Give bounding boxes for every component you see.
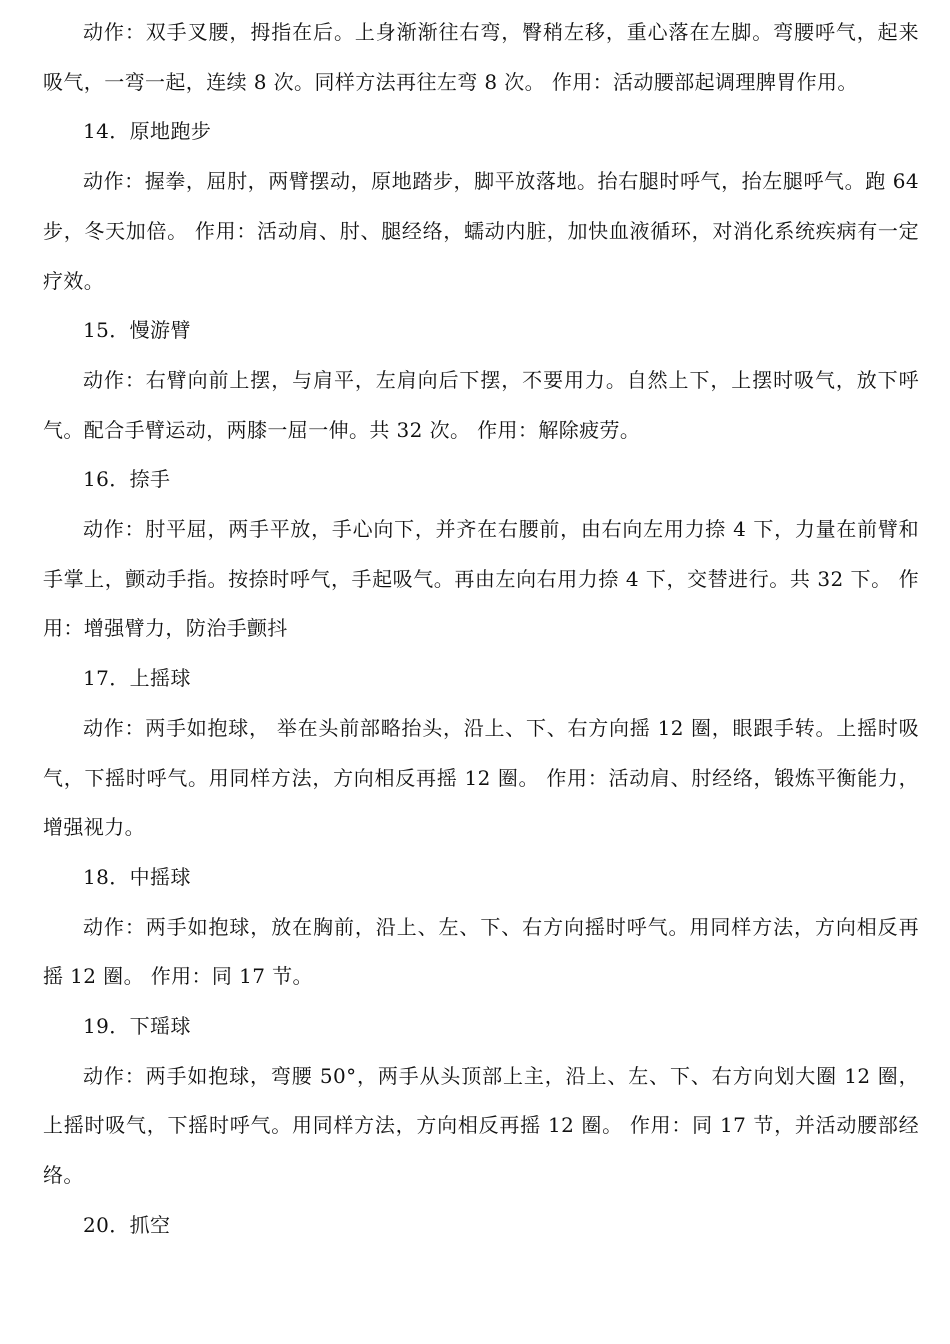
- section-heading-18: 18．中摇球: [83, 864, 191, 889]
- section-body-16: 动作：肘平屈，两手平放，手心向下，并齐在右腰前，由右向左用力捺 4 下，力量在前臂和手掌上，颤动手指。按捺时呼气，手起吸气。再由左向右用力捺 4 下，交替进行。共 32 下。 作用：增强臂力，防治手颤抖: [43, 517, 919, 641]
- section-heading-19: 19．下瑶球: [83, 1014, 191, 1039]
- section-heading-16: 16．捺手: [83, 467, 171, 492]
- document-page: [43, 8, 919, 1251]
- section-body-19: 动作：两手如抱球，弯腰 50°，两手从头顶部上主，沿上、左、下、右方向划大圈 12 圈，上摇时吸气，下摇时呼气。用同样方法，方向相反再摇 12 圈。 作用：同 17 节，并活动腰部经络。: [43, 1063, 919, 1188]
- section-body-13: 动作：双手叉腰，拇指在后。上身渐渐往右弯，臀稍左移，重心落在左脚。弯腰呼气，起来吸气，一弯一起，连续 8 次。同样方法再往左弯 8 次。 作用：活动腰部起调理脾胃作用。: [43, 20, 919, 94]
- section-body-17: 动作：两手如抱球， 举在头前部略抬头，沿上、下、右方向摇 12 圈，眼跟手转。上摇时吸气，下摇时呼气。用同样方法，方向相反再摇 12 圈。 作用：活动肩、肘经络，锻炼平衡能力，增强视力。: [43, 715, 919, 840]
- section-heading-15: 15．慢游臂: [83, 318, 191, 343]
- section-body-14: 动作：握拳，屈肘，两臂摆动，原地踏步，脚平放落地。抬右腿时呼气，抬左腿呼气。跑 64 步，冬天加倍。 作用：活动肩、肘、腿经络，蠕动内脏，加快血液循环，对消化系统疾病有一定疗效。: [43, 169, 919, 293]
- section-body-18: 动作：两手如抱球，放在胸前，沿上、左、下、右方向摇时呼气。用同样方法，方向相反再摇 12 圈。 作用：同 17 节。: [43, 914, 919, 989]
- section-body-15: 动作：右臂向前上摆，与肩平，左肩向后下摆，不要用力。自然上下，上摆时吸气，放下呼气。配合手臂运动，两膝一屈一伸。共 32 次。 作用：解除疲劳。: [43, 367, 919, 442]
- section-heading-14: 14．原地跑步: [83, 119, 212, 144]
- section-heading-17: 17．上摇球: [83, 666, 191, 691]
- section-heading-20: 20．抓空: [83, 1212, 171, 1237]
